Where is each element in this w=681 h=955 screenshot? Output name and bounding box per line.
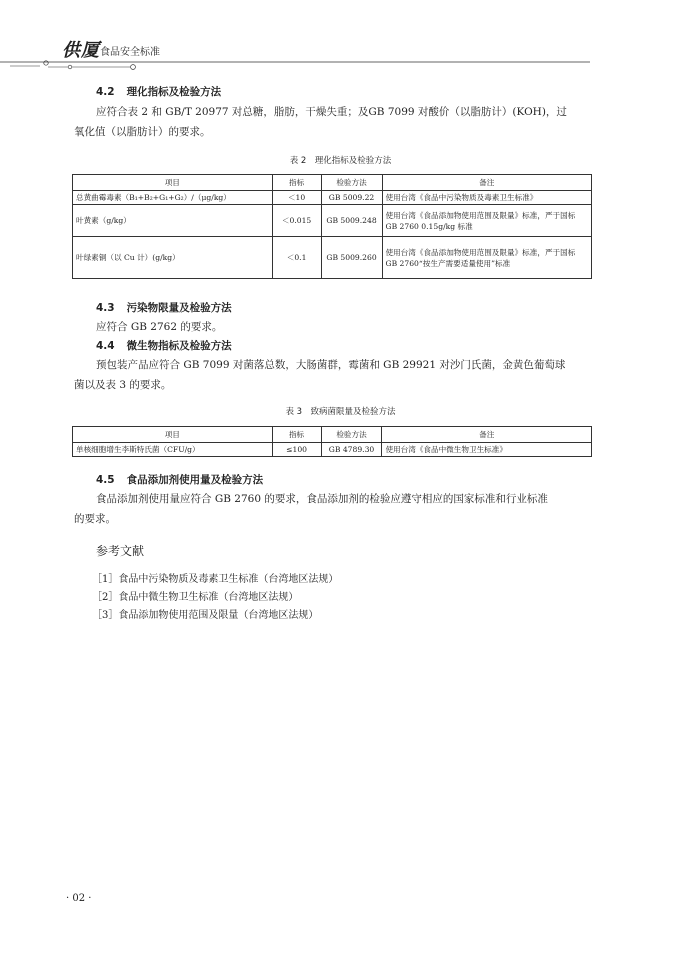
- section-4-4-paragraph: [74, 355, 594, 395]
- section-4-5-line2: 的要求。: [74, 513, 116, 525]
- table2-cell-limit: ＜0.015: [272, 205, 321, 237]
- table3: [72, 426, 592, 457]
- table3-header-note: 备注: [382, 427, 592, 443]
- section-4-3-heading: [96, 300, 232, 315]
- section-4-2-line1: 应符合表 2 和 GB/T 20977 对总糖，脂肪，干燥失重；及GB 7099 对酸价（以脂肪计）(KOH)，过: [96, 106, 567, 118]
- section-4-3-num: 4.3: [96, 302, 115, 314]
- table2-cell-limit: ＜10: [272, 191, 321, 205]
- table3-header-limit: 指标: [272, 427, 321, 443]
- table2-cell-note: 使用台湾《食品中污染物质及毒素卫生标准》: [382, 191, 592, 205]
- table2-header-method: 检验方法: [321, 175, 382, 191]
- table2: [72, 174, 592, 279]
- table2-cell-note: 使用台湾《食品添加物使用范围及限量》标准，严于国标 GB 2760“按生产需要适量使用”标准: [382, 237, 592, 279]
- section-4-2-paragraph: [74, 102, 594, 142]
- section-4-4-heading: [96, 338, 232, 353]
- header-logo: 供厦: [62, 40, 100, 61]
- section-4-2-title: 理化指标及检验方法: [126, 86, 222, 98]
- references-title: 参考文献: [96, 544, 145, 558]
- section-4-3-title: 污染物限量及检验方法: [126, 302, 232, 314]
- section-4-2-num: 4.2: [96, 86, 115, 98]
- table3-caption: 表 3 致病菌限量及检验方法: [285, 407, 396, 417]
- table2-header-row: [73, 175, 592, 191]
- table2-cell-note: 使用台湾《食品添加物使用范围及限量》标准，严于国标 GB 2760 0.15g/kg 标准: [382, 205, 592, 237]
- section-4-2-heading: [96, 84, 221, 99]
- table2-caption: 表 2 理化指标及检验方法: [289, 156, 392, 166]
- table2-cell-method: GB 5009.22: [321, 191, 382, 205]
- table-row: [73, 191, 592, 205]
- table2-header-item: 项目: [73, 175, 273, 191]
- section-4-3-paragraph: 应符合 GB 2762 的要求。: [96, 321, 223, 333]
- section-4-5-num: 4.5: [96, 474, 115, 486]
- table3-cell-note: 使用台湾《食品中微生物卫生标准》: [382, 443, 592, 457]
- table3-cell-limit: ≤100: [272, 443, 321, 457]
- table2-cell-item: 叶绿素铜（以 Cu 计）(g/kg）: [73, 237, 273, 279]
- table-row: [73, 237, 592, 279]
- table3-header-row: [73, 427, 592, 443]
- section-4-4-num: 4.4: [96, 340, 115, 352]
- table2-cell-item: 叶黄素（g/kg）: [73, 205, 273, 237]
- table2-header-limit: 指标: [272, 175, 321, 191]
- reference-item: ［2］食品中微生物卫生标准（台湾地区法规）: [92, 592, 299, 603]
- table-row: [73, 205, 592, 237]
- table3-header-method: 检验方法: [321, 427, 382, 443]
- table2-cell-item: 总黄曲霉毒素（B₁+B₂+G₁+G₂）/（μg/kg）: [73, 191, 273, 205]
- reference-item: ［3］食品添加物使用范围及限量（台湾地区法规）: [92, 610, 319, 621]
- table3-cell-item: 单核细胞增生李斯特氏菌（CFU/g）: [73, 443, 273, 457]
- section-4-4-title: 微生物指标及检验方法: [126, 340, 232, 352]
- header-decoration: [0, 50, 681, 80]
- section-4-4-line1: 预包装产品应符合 GB 7099 对菌落总数，大肠菌群，霉菌和 GB 29921 对沙门氏菌，金黄色葡萄球: [96, 359, 566, 371]
- table3-cell-method: GB 4789.30: [321, 443, 382, 457]
- table2-header-note: 备注: [382, 175, 592, 191]
- table3-header-item: 项目: [73, 427, 273, 443]
- section-4-5-heading: [96, 472, 263, 487]
- table-row: [73, 443, 592, 457]
- page-number: · 02 ·: [66, 893, 92, 904]
- table2-cell-method: GB 5009.260: [321, 237, 382, 279]
- section-4-4-line2: 菌以及表 3 的要求。: [74, 379, 172, 391]
- reference-item: ［1］食品中污染物质及毒素卫生标准（台湾地区法规）: [92, 574, 339, 585]
- section-4-5-line1: 食品添加剂使用量应符合 GB 2760 的要求，食品添加剂的检验应遵守相应的国家标准和行业标准: [96, 493, 548, 505]
- section-4-5-paragraph: [74, 489, 594, 529]
- section-4-2-line2: 氧化值（以脂肪计）的要求。: [74, 126, 211, 138]
- header-subtitle: 食品安全标准: [100, 47, 160, 58]
- table2-cell-method: GB 5009.248: [321, 205, 382, 237]
- table2-cell-limit: ＜0.1: [272, 237, 321, 279]
- section-4-5-title: 食品添加剂使用量及检验方法: [126, 474, 264, 486]
